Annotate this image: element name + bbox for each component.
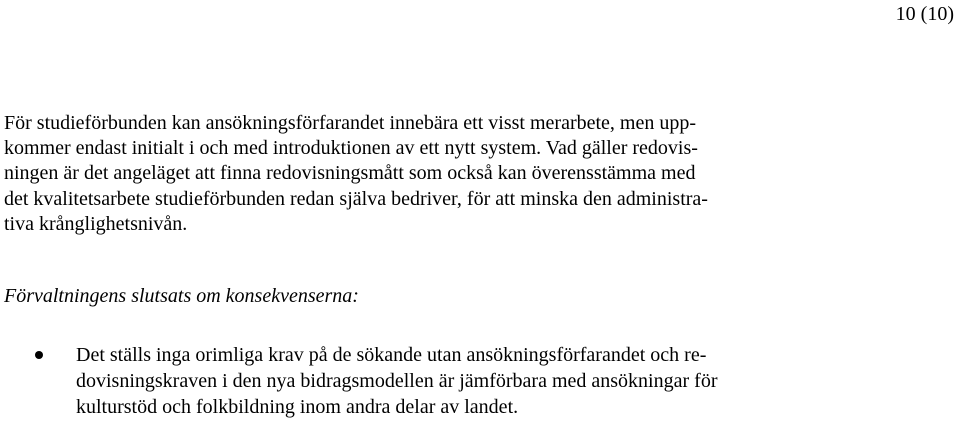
paragraph-line: tiva krånglighetsnivån. xyxy=(4,212,188,235)
paragraph-line: För studieförbunden kan ansökningsförfarandet innebära ett visst merarbete, men upp- xyxy=(4,112,697,134)
body-paragraph xyxy=(4,111,884,237)
paragraph-line: kommer endast initialt i och med introduktionen av ett nytt system. Vad gäller redovis- xyxy=(4,137,698,160)
bullet-icon xyxy=(35,351,43,359)
section-heading: Förvaltningens slutsats om konsekvenserna: xyxy=(4,285,359,307)
bullet-line: kulturstöd och folkbildning inom andra delar av landet. xyxy=(76,396,519,418)
page-number: 10 (10) xyxy=(895,3,954,25)
bullet-line: dovisningskraven i den nya bidragsmodellen är jämförbara med ansökningar för xyxy=(76,370,718,392)
bullet-text xyxy=(76,342,946,420)
paragraph-line: det kvalitetsarbete studieförbunden redan själva bedriver, för att minska den administra- xyxy=(4,187,708,210)
bullet-line: Det ställs inga orimliga krav på de sökande utan ansökningsförfarandet och re- xyxy=(76,344,707,366)
paragraph-line: ningen är det angeläget att finna redovisningsmått som också kan överensstämma med xyxy=(4,162,696,185)
